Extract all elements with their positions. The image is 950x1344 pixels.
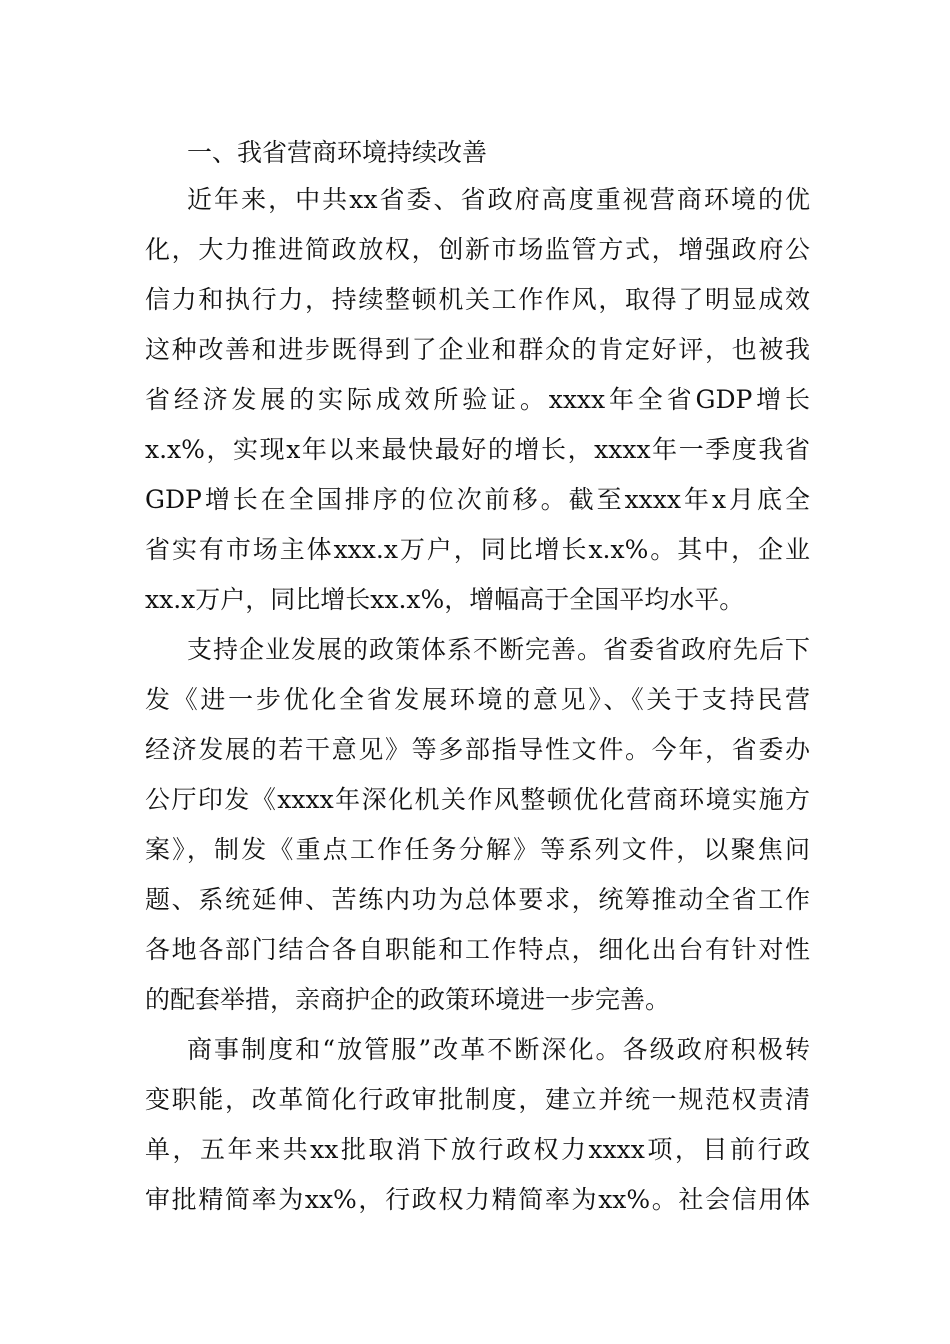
- paragraph-3-line-2: 变职能，改革简化行政审批制度，建立并统一规范权责清: [145, 1085, 810, 1114]
- paragraph-2-line-7: 各地各部门结合各自职能和工作特点，细化出台有针对性: [145, 935, 810, 964]
- paragraph-1-line-5: 省经济发展的实际成效所验证。xxxx年全省GDP增长: [145, 385, 810, 414]
- paragraph-2-line-8: 的配套举措，亲商护企的政策环境进一步完善。: [145, 985, 671, 1014]
- paragraph-2-line-2: 发《进一步优化全省发展环境的意见》、《关于支持民营: [145, 685, 810, 714]
- paragraph-2-line-4: 公厅印发《xxxx年深化机关作风整顿优化营商环境实施方: [145, 785, 810, 814]
- paragraph-1-line-7: GDP增长在全国排序的位次前移。截至xxxx年x月底全: [145, 485, 810, 514]
- paragraph-1-line-3: 信力和执行力，持续整顿机关工作作风，取得了明显成效: [145, 285, 810, 314]
- paragraph-1-line-8: 省实有市场主体xxx.x万户，同比增长x.x%。其中，企业: [145, 535, 810, 564]
- paragraph-3-line-1: 商事制度和“放管服”改革不断深化。各级政府积极转: [187, 1035, 810, 1064]
- paragraph-1-line-2: 化，大力推进简政放权，创新市场监管方式，增强政府公: [145, 235, 810, 264]
- paragraph-1-line-9: xx.x万户，同比增长xx.x%，增幅高于全国平均水平。: [145, 585, 745, 614]
- paragraph-3-line-4: 审批精简率为xx%，行政权力精简率为xx%。社会信用体: [145, 1185, 810, 1214]
- paragraph-1-line-4: 这种改善和进步既得到了企业和群众的肯定好评，也被我: [145, 335, 810, 364]
- paragraph-2-line-3: 经济发展的若干意见》等多部指导性文件。今年，省委办: [145, 735, 810, 764]
- paragraph-1-line-1: 近年来，中共xx省委、省政府高度重视营商环境的优: [187, 185, 810, 214]
- paragraph-2-line-5: 案》，制发《重点工作任务分解》等系列文件，以聚焦问: [145, 835, 810, 864]
- paragraph-2-line-1: 支持企业发展的政策体系不断完善。省委省政府先后下: [187, 635, 810, 664]
- section-heading: 一、我省营商环境持续改善: [187, 138, 488, 167]
- paragraph-1-line-6: x.x%，实现x年以来最快最好的增长，xxxx年一季度我省: [145, 435, 810, 464]
- paragraph-3-line-3: 单，五年来共xx批取消下放行政权力xxxx项，目前行政: [145, 1135, 810, 1164]
- paragraph-2-line-6: 题、系统延伸、苦练内功为总体要求，统筹推动全省工作: [145, 885, 810, 914]
